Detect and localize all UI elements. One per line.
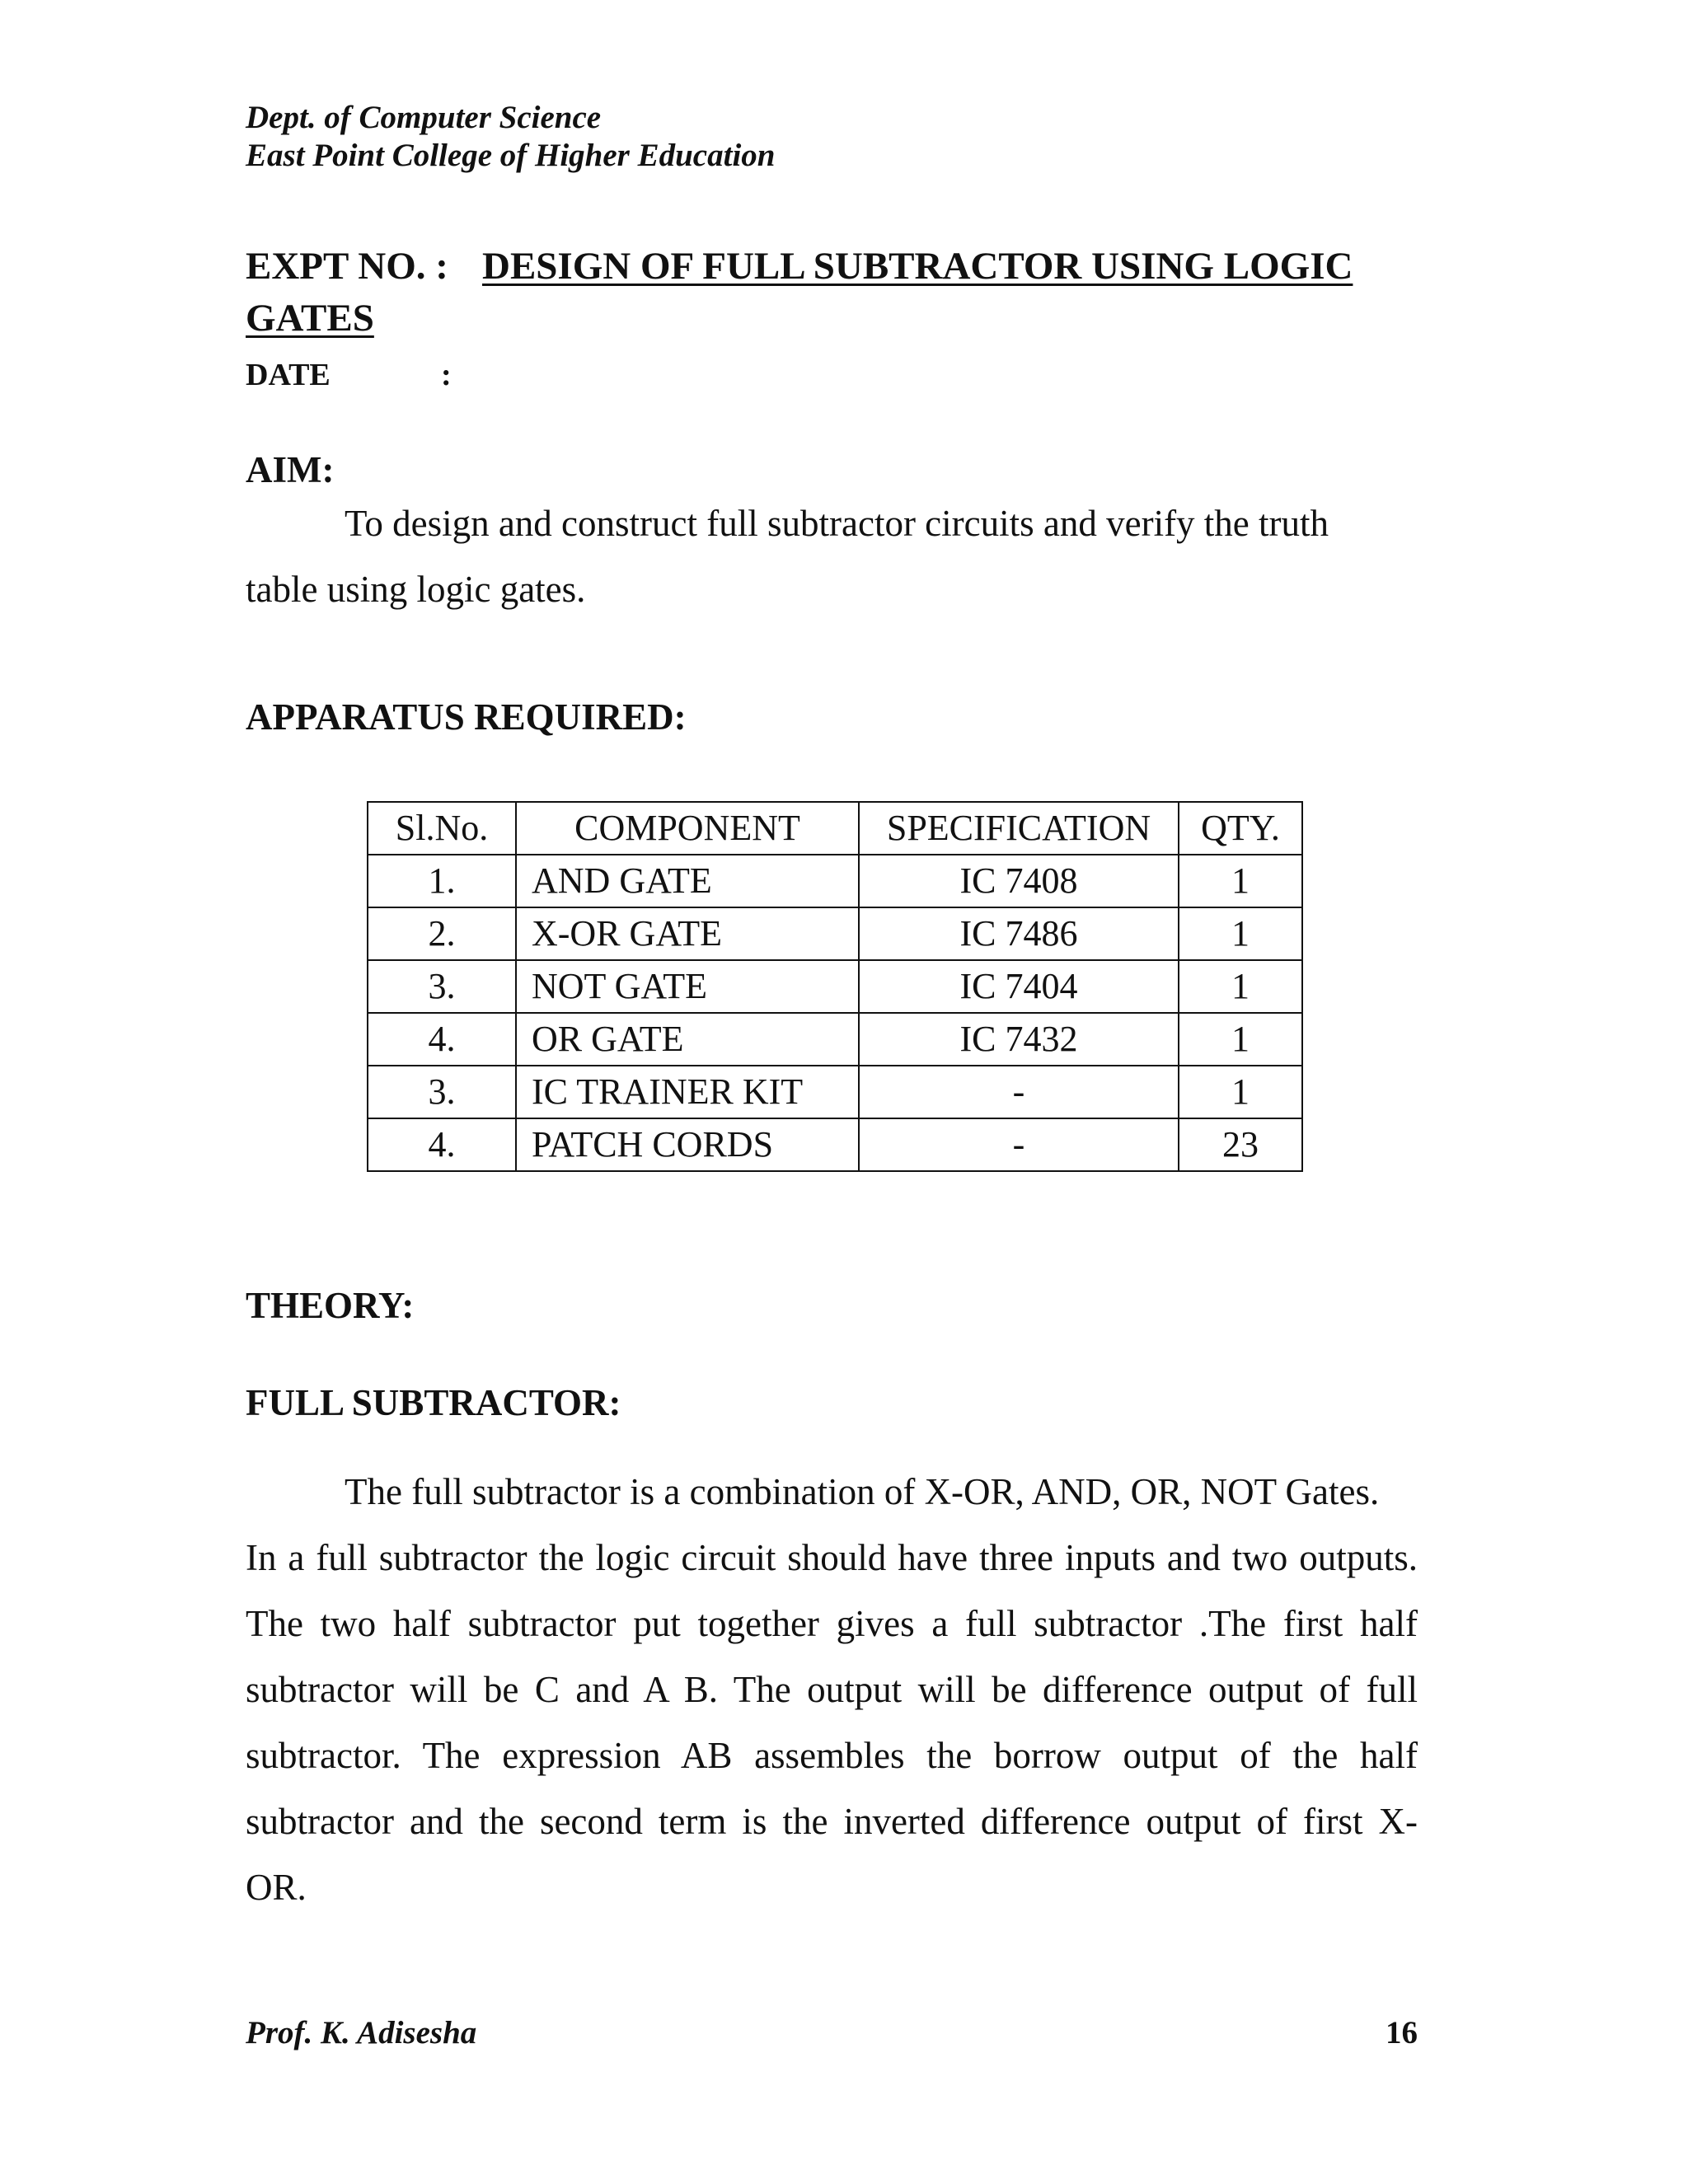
apparatus-table	[367, 801, 1303, 1172]
aim-paragraph	[246, 490, 1418, 622]
theory-line: subtractor will be C and A B. The output will be difference output of full	[246, 1669, 1418, 1710]
cell-slno: 3.	[368, 1066, 516, 1118]
theory-paragraph	[246, 1459, 1418, 1920]
date-line	[246, 357, 452, 393]
cell-component: OR GATE	[516, 1013, 859, 1066]
table-row	[368, 907, 1302, 960]
cell-component: IC TRAINER KIT	[516, 1066, 859, 1118]
expt-no-label: EXPT NO. :	[246, 245, 448, 288]
date-label: DATE	[246, 358, 331, 392]
aim-line-1: To design and construct full subtractor circuits and verify the truth	[345, 503, 1329, 544]
column-header-specification: SPECIFICATION	[859, 802, 1179, 855]
cell-specification: IC 7432	[859, 1013, 1179, 1066]
cell-component: PATCH CORDS	[516, 1118, 859, 1171]
cell-specification: IC 7404	[859, 960, 1179, 1013]
table-row	[368, 960, 1302, 1013]
column-header-component: COMPONENT	[516, 802, 859, 855]
table-row	[368, 1118, 1302, 1171]
experiment-title-line1: DESIGN OF FULL SUBTRACTOR USING LOGIC	[482, 245, 1353, 288]
theory-heading: THEORY:	[246, 1285, 415, 1326]
cell-qty: 1	[1179, 855, 1302, 907]
cell-slno: 4.	[368, 1118, 516, 1171]
cell-component: X-OR GATE	[516, 907, 859, 960]
experiment-title-block	[246, 241, 1353, 291]
cell-slno: 2.	[368, 907, 516, 960]
full-subtractor-heading: FULL SUBTRACTOR:	[246, 1382, 621, 1423]
cell-specification: -	[859, 1066, 1179, 1118]
page-number: 16	[1386, 2015, 1418, 2050]
theory-line: The two half subtractor put together gives a full subtractor .The first half	[246, 1603, 1418, 1644]
theory-line: subtractor. The expression AB assembles the borrow output of the half	[246, 1735, 1418, 1776]
cell-qty: 1	[1179, 960, 1302, 1013]
cell-qty: 1	[1179, 907, 1302, 960]
table-row	[368, 1013, 1302, 1066]
theory-line: In a full subtractor the logic circuit should have three inputs and two outputs.	[246, 1537, 1418, 1578]
cell-specification: IC 7408	[859, 855, 1179, 907]
cell-slno: 3.	[368, 960, 516, 1013]
department-name: Dept. of Computer Science	[246, 100, 602, 135]
date-colon: :	[441, 358, 452, 392]
experiment-title-line2: GATES	[246, 297, 374, 340]
table-row	[368, 855, 1302, 907]
cell-component: NOT GATE	[516, 960, 859, 1013]
footer-author: Prof. K. Adisesha	[246, 2015, 477, 2050]
column-header-slno: Sl.No.	[368, 802, 516, 855]
college-name: East Point College of Higher Education	[246, 138, 776, 173]
cell-slno: 4.	[368, 1013, 516, 1066]
cell-qty: 1	[1179, 1013, 1302, 1066]
table-row	[368, 1066, 1302, 1118]
cell-specification: -	[859, 1118, 1179, 1171]
cell-slno: 1.	[368, 855, 516, 907]
theory-line: subtractor and the second term is the inverted difference output of first X-	[246, 1801, 1418, 1842]
aim-line-2: table using logic gates.	[246, 569, 586, 610]
table-header-row	[368, 802, 1302, 855]
apparatus-heading: APPARATUS REQUIRED:	[246, 696, 687, 738]
experiment-title-wrap	[246, 293, 374, 343]
column-header-qty: QTY.	[1179, 802, 1302, 855]
cell-component: AND GATE	[516, 855, 859, 907]
theory-line: The full subtractor is a combination of X-OR, AND, OR, NOT Gates.	[345, 1471, 1380, 1512]
cell-specification: IC 7486	[859, 907, 1179, 960]
aim-heading: AIM:	[246, 449, 335, 490]
cell-qty: 23	[1179, 1118, 1302, 1171]
theory-line: OR.	[246, 1867, 307, 1908]
cell-qty: 1	[1179, 1066, 1302, 1118]
